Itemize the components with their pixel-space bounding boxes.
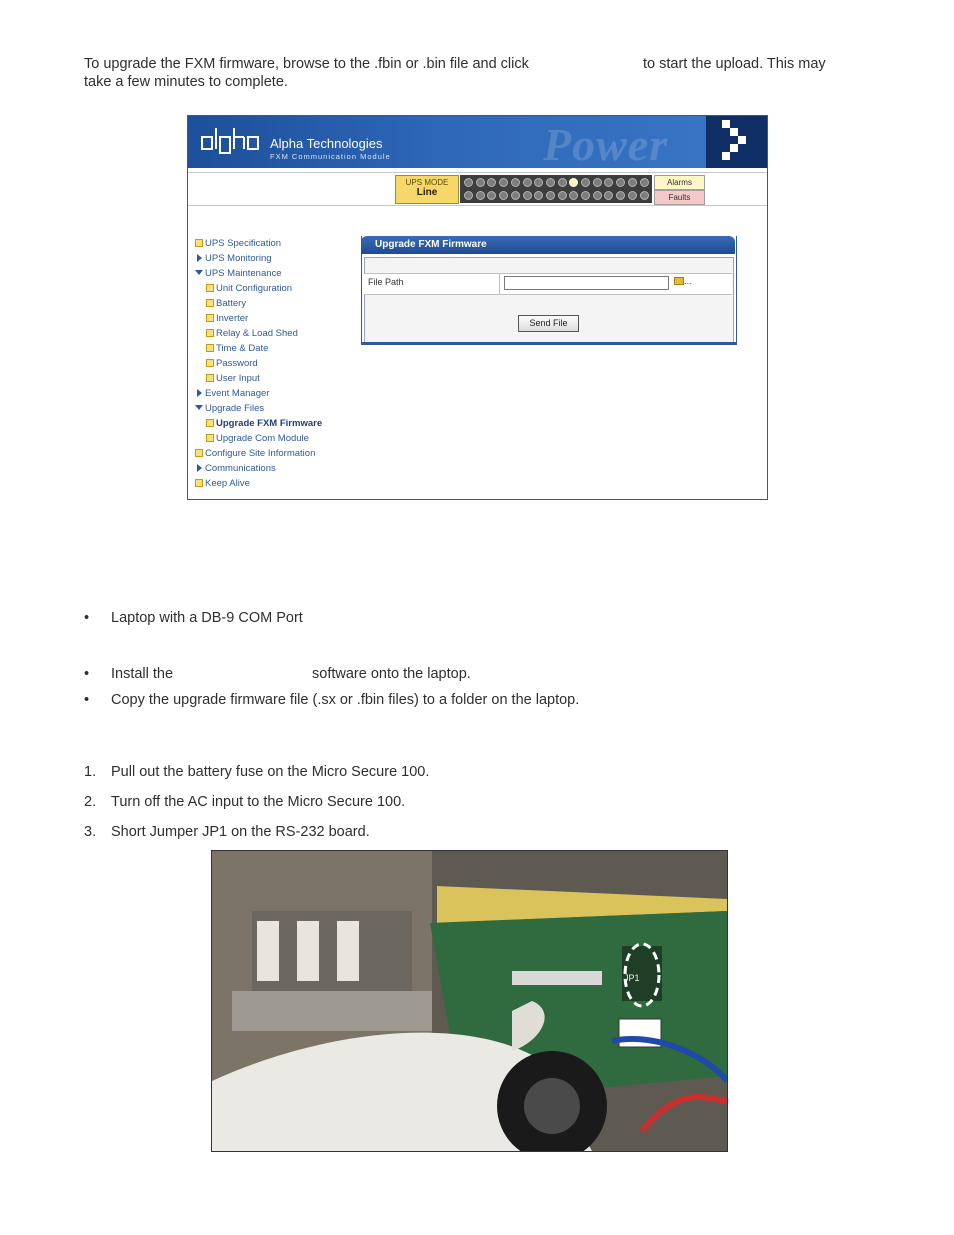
sidebar-item[interactable] — [195, 296, 322, 311]
page-icon — [206, 419, 214, 427]
header-watermark: Power — [543, 119, 669, 170]
sidebar-item[interactable] — [195, 251, 322, 266]
sidebar-item[interactable] — [195, 281, 322, 296]
rs232-board-photo — [211, 850, 728, 1152]
sidebar-item-label: Event Manager — [205, 388, 270, 399]
status-led — [593, 178, 602, 187]
status-led — [640, 178, 649, 187]
sidebar-item[interactable] — [195, 461, 322, 476]
prep-install-end: software onto the laptop. — [312, 666, 471, 682]
step-number: 1. — [84, 764, 97, 780]
sidebar-item[interactable] — [195, 356, 322, 371]
sidebar-item[interactable] — [195, 371, 322, 386]
sidebar-item[interactable] — [195, 266, 322, 281]
sidebar-item[interactable] — [195, 236, 322, 251]
page-icon — [195, 449, 203, 457]
status-led — [569, 178, 578, 187]
brand-subtitle: FXM Communication Module — [270, 152, 391, 161]
browse-button[interactable] — [674, 276, 692, 286]
status-led — [476, 191, 485, 200]
faults-button[interactable]: Faults — [654, 190, 705, 205]
sidebar-item-label: Communications — [205, 463, 276, 474]
sidebar-item[interactable] — [195, 416, 322, 431]
brand-name: Alpha Technologies — [270, 136, 383, 151]
sidebar-nav — [195, 236, 322, 491]
status-led — [581, 191, 590, 200]
status-led — [628, 178, 637, 187]
status-led — [546, 178, 555, 187]
status-led-panel — [460, 175, 652, 203]
sidebar-item-label: Unit Configuration — [216, 283, 293, 294]
intro-line1-start: To upgrade the FXM firmware, browse to the .fbin or .bin file and click — [84, 56, 529, 72]
status-led — [546, 191, 555, 200]
page-icon — [206, 284, 214, 292]
sidebar-item-label: User Input — [216, 373, 260, 384]
status-led — [476, 178, 485, 187]
status-led — [499, 178, 508, 187]
ups-mode-value: Line — [416, 187, 438, 198]
status-led — [604, 191, 613, 200]
sidebar-item[interactable] — [195, 401, 322, 416]
panel-title: Upgrade FXM Firmware — [361, 236, 735, 254]
prep-install-start: Install the — [111, 666, 174, 682]
sidebar-item-label: Configure Site Information — [205, 448, 316, 459]
sidebar-item-label: Battery — [216, 298, 247, 309]
prep-copy-item — [84, 692, 684, 712]
sidebar-item-label: Relay & Load Shed — [216, 328, 298, 339]
ups-mode-label: UPS MODE — [405, 178, 449, 187]
page-icon — [206, 299, 214, 307]
sidebar-item-label: Password — [216, 358, 258, 369]
sidebar-item-label: UPS Maintenance — [205, 268, 282, 279]
status-led — [616, 191, 625, 200]
board-photo-illustration — [212, 851, 727, 1151]
status-led — [499, 191, 508, 200]
page-icon — [206, 314, 214, 322]
browse-suffix: ... — [684, 276, 692, 286]
sidebar-item[interactable] — [195, 326, 322, 341]
status-led — [487, 178, 496, 187]
caret-down-icon — [195, 270, 203, 275]
file-path-input[interactable] — [504, 276, 669, 290]
page-icon — [206, 344, 214, 352]
status-led — [558, 178, 567, 187]
sidebar-item[interactable] — [195, 386, 322, 401]
status-led — [523, 178, 532, 187]
sidebar-item[interactable] — [195, 446, 322, 461]
status-led — [558, 191, 567, 200]
chevron-right-icon — [706, 116, 767, 168]
sidebar-item[interactable] — [195, 431, 322, 446]
page-icon — [206, 374, 214, 382]
app-header — [188, 116, 767, 168]
status-led — [628, 191, 637, 200]
status-led — [604, 178, 613, 187]
intro-line1-end: to start the upload. This may — [643, 56, 826, 72]
status-led — [534, 178, 543, 187]
sidebar-item[interactable] — [195, 311, 322, 326]
bullet-icon: • — [84, 610, 90, 626]
sidebar-item-label: Upgrade Com Module — [216, 433, 309, 444]
step-text: Turn off the AC input to the Micro Secure 100. — [111, 794, 406, 810]
sidebar-item-label: Time & Date — [216, 343, 269, 354]
step-number: 2. — [84, 794, 97, 810]
requirement-text: Laptop with a DB-9 COM Port — [111, 610, 303, 626]
fxm-web-ui-screenshot — [187, 115, 768, 500]
step-text: Pull out the battery fuse on the Micro Secure 100. — [111, 764, 430, 780]
status-led — [487, 191, 496, 200]
sidebar-item-label: Inverter — [216, 313, 249, 324]
page-icon — [206, 434, 214, 442]
status-led — [640, 191, 649, 200]
file-path-label: File Path — [368, 277, 404, 287]
caret-right-icon — [197, 389, 202, 397]
ups-mode-indicator — [395, 175, 459, 204]
status-led — [464, 191, 473, 200]
caret-right-icon — [197, 464, 202, 472]
sidebar-item[interactable] — [195, 341, 322, 356]
intro-line2: take a few minutes to complete. — [84, 74, 288, 90]
sidebar-item-label: Upgrade FXM Firmware — [216, 418, 323, 429]
sidebar-item-label: UPS Monitoring — [205, 253, 272, 264]
alarms-button[interactable]: Alarms — [654, 175, 705, 190]
page-icon — [195, 239, 203, 247]
sidebar-item[interactable] — [195, 476, 322, 491]
sidebar-item-label: Keep Alive — [205, 478, 250, 489]
status-led — [523, 191, 532, 200]
status-led — [616, 178, 625, 187]
status-led — [511, 178, 520, 187]
status-led — [464, 178, 473, 187]
status-led — [534, 191, 543, 200]
caret-down-icon — [195, 405, 203, 410]
requirement-item — [84, 610, 684, 630]
sidebar-item-label: UPS Specification — [205, 238, 282, 249]
prep-copy-text: Copy the upgrade firmware file (.sx or .fbin files) to a folder on the laptop. — [111, 692, 580, 708]
alpha-logo-icon — [200, 126, 262, 156]
bullet-icon: • — [84, 692, 90, 708]
panel-bottom-bar — [361, 342, 736, 345]
step-text: Short Jumper JP1 on the RS-232 board. — [111, 824, 370, 840]
page-icon — [195, 479, 203, 487]
send-file-button[interactable]: Send File — [518, 315, 579, 332]
status-led — [569, 191, 578, 200]
status-led — [581, 178, 590, 187]
header-arrow-block — [706, 116, 767, 168]
step-number: 3. — [84, 824, 97, 840]
sidebar-item-label: Upgrade Files — [205, 403, 265, 414]
bullet-icon: • — [84, 666, 90, 682]
jp1-label: JP1 — [624, 973, 640, 983]
caret-right-icon — [197, 254, 202, 262]
folder-icon — [674, 277, 684, 285]
prep-install-item — [84, 666, 684, 686]
page-icon — [206, 329, 214, 337]
page-icon — [206, 359, 214, 367]
file-path-divider — [499, 273, 500, 294]
status-led — [593, 191, 602, 200]
status-led — [511, 191, 520, 200]
